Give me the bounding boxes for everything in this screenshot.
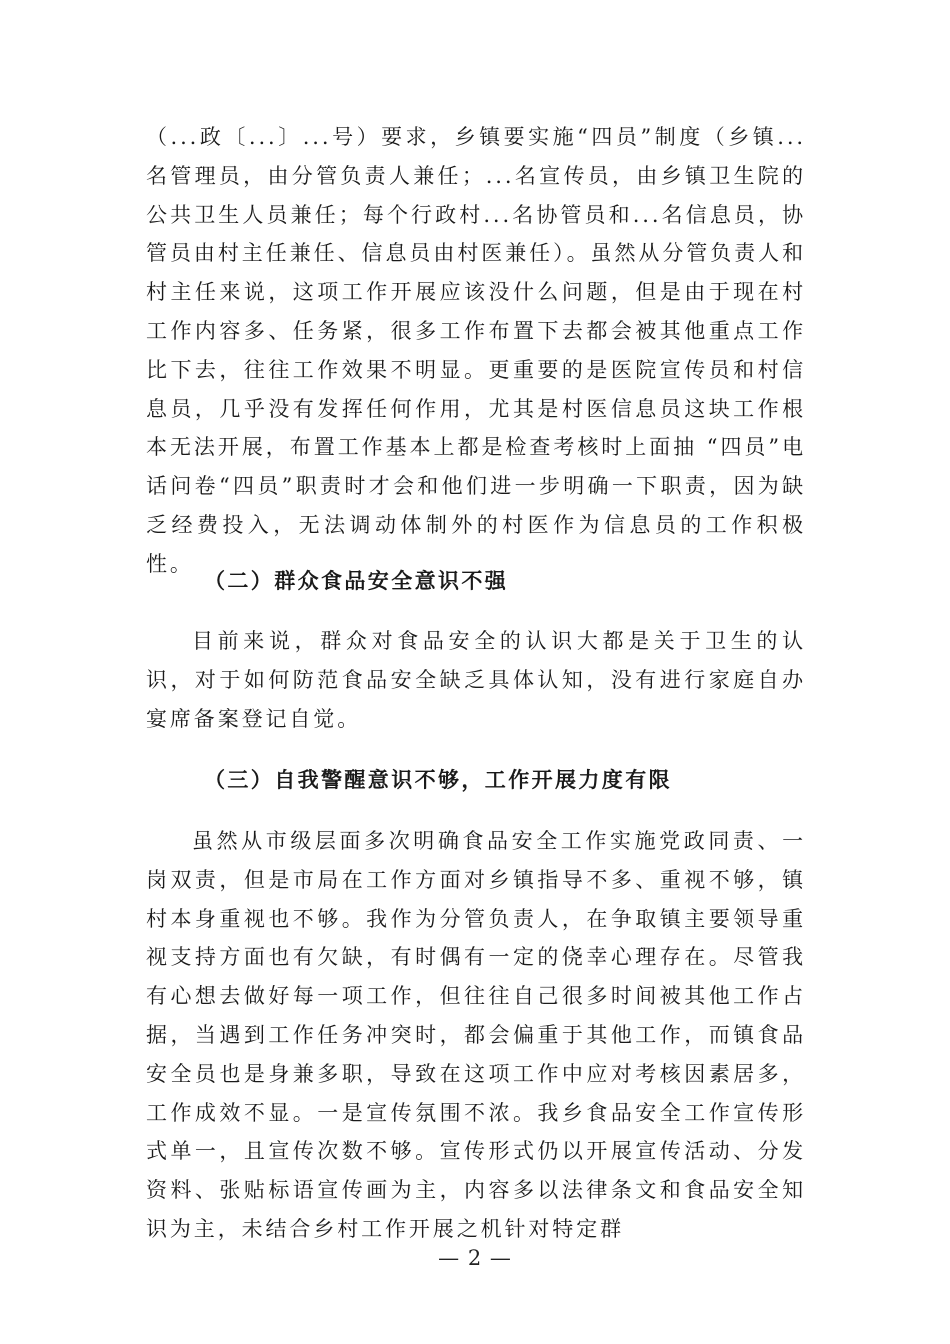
body-paragraph-2: 目前来说，群众对食品安全的认识大都是关于卫生的认识，对于如何防范食品安全缺乏具体认知，没有进行家庭自办宴席备案登记自觉。 [146,629,806,731]
page-number: — 2 — [438,1246,512,1270]
section-heading-2: （二）群众食品安全意识不强 [204,569,509,593]
section-heading-3: （三）自我警醒意识不够，工作开展力度有限 [204,768,672,792]
body-paragraph-1: （...政〔...〕...号）要求，乡镇要实施“四员”制度（乡镇...名管理员，由分管负责人兼任；...名宣传员，由乡镇卫生院的公共卫生人员兼任；每个行政村...名协管员和...名信息员，协管员由村主任兼任、信息员由村医兼任）。虽然从分管负责人和村主任来说，这项工作开展应该没什么问题，但是由于现在村工作内容多、任务紧，很多工作布置下去都会被其他重点工作比下去，往往工作效果不明显。更重要的是医院宣传员和村信息员，几乎没有发挥任何作用，尤其是村医信息员这块工作根本无法开展，布置工作基本上都是检查考核时上面抽 “四员”电话问卷“四员”职责时才会和他们进一步明确一下职责，因为缺乏经费投入，无法调动体制外的村医作为信息员的工作积极性。 [146,125,806,576]
body-paragraph-3: 虽然从市级层面多次明确食品安全工作实施党政同责、一岗双责，但是市局在工作方面对乡镇指导不多、重视不够，镇村本身重视也不够。我作为分管负责人，在争取镇主要领导重视支持方面也有欠缺，有时偶有一定的侥幸心理存在。尽管我有心想去做好每一项工作，但往往自己很多时间被其他工作占据，当遇到工作任务冲突时，都会偏重于其他工作，而镇食品安全员也是身兼多职，导致在这项工作中应对考核因素居多，工作成效不显。一是宣传氛围不浓。我乡食品安全工作宣传形式单一，且宣传次数不够。宣传形式仍以开展宣传活动、分发资料、张贴标语宣传画为主，内容多以法律条文和食品安全知识为主，未结合乡村工作开展之机针对特定群 [146,829,806,1241]
